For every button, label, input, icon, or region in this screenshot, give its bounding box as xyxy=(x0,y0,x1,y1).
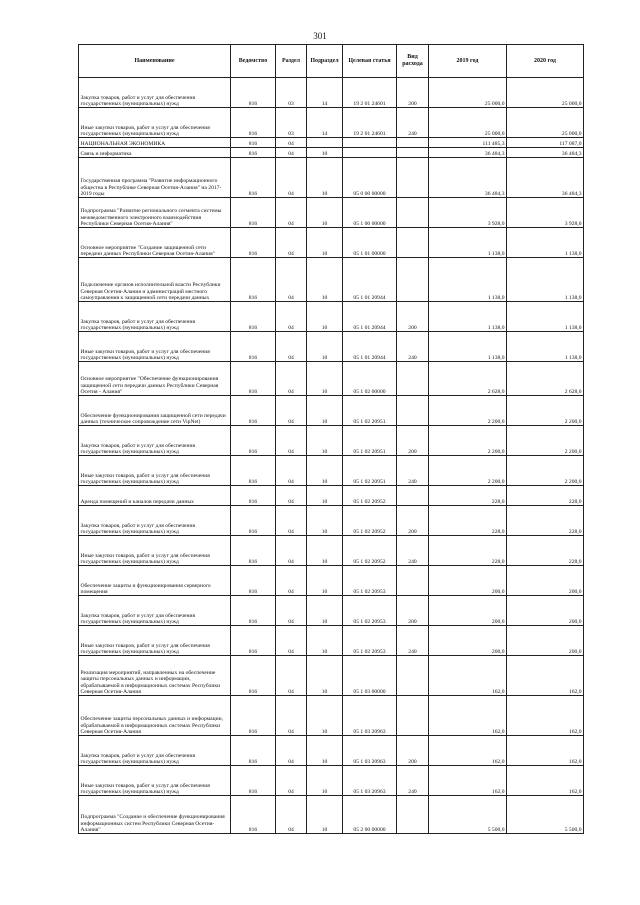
cell-2019: 162,0 xyxy=(429,766,507,796)
cell-2020: 162,0 xyxy=(507,696,584,736)
table-row xyxy=(79,456,584,486)
table-row xyxy=(79,138,584,148)
cell-subsection: 10 xyxy=(307,536,343,566)
cell-name: Закупка товаров, работ и услуг для обеспечения государственных (муниципальных) нужд xyxy=(79,596,231,626)
table-row xyxy=(79,258,584,302)
cell-expense-type: 200 xyxy=(397,596,429,626)
cell-2020: 1 138,0 xyxy=(507,332,584,362)
cell-name: Закупка товаров, работ и услуг для обеспечения государственных (муниципальных) нужд xyxy=(79,302,231,332)
cell-expense-type: 240 xyxy=(397,626,429,656)
table-row xyxy=(79,426,584,456)
cell-name: Иные закупки товаров, работ и услуг для обеспечения государственных (муниципальных) нужд xyxy=(79,766,231,796)
cell-section: 03 xyxy=(276,78,307,108)
cell-target-article: 19 2 01 24601 xyxy=(343,108,397,138)
cell-expense-type xyxy=(397,486,429,506)
cell-subsection: 10 xyxy=(307,198,343,228)
cell-ministry: 816 xyxy=(231,108,276,138)
cell-ministry: 816 xyxy=(231,362,276,396)
cell-expense-type: 240 xyxy=(397,456,429,486)
table-row xyxy=(79,228,584,258)
table-row xyxy=(79,656,584,696)
cell-2019: 228,0 xyxy=(429,506,507,536)
table-row xyxy=(79,396,584,426)
cell-expense-type: 200 xyxy=(397,78,429,108)
cell-section: 04 xyxy=(276,362,307,396)
table-row xyxy=(79,332,584,362)
cell-2019: 162,0 xyxy=(429,736,507,766)
cell-target-article: 05 1 02 00000 xyxy=(343,362,397,396)
cell-ministry: 816 xyxy=(231,426,276,456)
table-row xyxy=(79,566,584,596)
cell-2019: 5 500,0 xyxy=(429,796,507,834)
cell-expense-type xyxy=(397,396,429,426)
cell-target-article: 05 1 02 20951 xyxy=(343,456,397,486)
budget-table xyxy=(78,44,584,834)
cell-section: 04 xyxy=(276,258,307,302)
cell-2020: 200,0 xyxy=(507,566,584,596)
cell-target-article: 05 1 03 20963 xyxy=(343,736,397,766)
cell-section: 04 xyxy=(276,158,307,198)
header-year-2020: 2020 год xyxy=(507,45,584,78)
cell-name: Иные закупки товаров, работ и услуг для обеспечения государственных (муниципальных) нужд xyxy=(79,536,231,566)
cell-2019: 2 200,0 xyxy=(429,396,507,426)
cell-expense-type: 240 xyxy=(397,536,429,566)
cell-expense-type: 240 xyxy=(397,766,429,796)
cell-name: Государственная программа "Развитие информационного общества в Республике Северная Осетия-Алания" на 2017-2019 годы xyxy=(79,158,231,198)
cell-target-article xyxy=(343,148,397,158)
cell-2019: 2 200,0 xyxy=(429,456,507,486)
cell-name: Закупка товаров, работ и услуг для обеспечения государственных (муниципальных) нужд xyxy=(79,426,231,456)
cell-subsection: 10 xyxy=(307,766,343,796)
cell-2019: 1 138,0 xyxy=(429,258,507,302)
cell-subsection: 10 xyxy=(307,796,343,834)
cell-target-article: 05 1 03 20963 xyxy=(343,766,397,796)
cell-target-article: 05 1 01 20944 xyxy=(343,332,397,362)
cell-2020: 2 200,0 xyxy=(507,456,584,486)
cell-name: Подключение органов исполнительной власти Республики Северная Осетия-Алания и администраций местного самоуправления к защищенной сети передачи данных xyxy=(79,258,231,302)
cell-subsection: 10 xyxy=(307,626,343,656)
cell-ministry: 816 xyxy=(231,596,276,626)
table-row xyxy=(79,796,584,834)
cell-2020: 2 628,0 xyxy=(507,362,584,396)
cell-target-article xyxy=(343,138,397,148)
cell-expense-type xyxy=(397,656,429,696)
table-row xyxy=(79,78,584,108)
cell-section: 04 xyxy=(276,536,307,566)
cell-ministry: 816 xyxy=(231,766,276,796)
header-section: Раздел xyxy=(276,45,307,78)
table-row xyxy=(79,198,584,228)
cell-expense-type xyxy=(397,228,429,258)
table-row xyxy=(79,696,584,736)
cell-subsection: 10 xyxy=(307,158,343,198)
cell-expense-type: 200 xyxy=(397,302,429,332)
cell-ministry: 816 xyxy=(231,228,276,258)
table-row xyxy=(79,506,584,536)
cell-section: 04 xyxy=(276,198,307,228)
cell-expense-type: 200 xyxy=(397,426,429,456)
cell-2019: 2 628,0 xyxy=(429,362,507,396)
cell-subsection: 10 xyxy=(307,426,343,456)
cell-subsection: 10 xyxy=(307,656,343,696)
cell-expense-type xyxy=(397,138,429,148)
cell-name: Обеспечение защиты персональных данных и информации, обрабатываемой в информационных системах Республики Северная Осетия-Алания xyxy=(79,696,231,736)
cell-target-article: 05 1 02 20952 xyxy=(343,486,397,506)
cell-2020: 5 500,0 xyxy=(507,796,584,834)
table-row xyxy=(79,626,584,656)
cell-ministry: 816 xyxy=(231,656,276,696)
cell-ministry: 816 xyxy=(231,78,276,108)
cell-subsection: 10 xyxy=(307,566,343,596)
cell-expense-type xyxy=(397,148,429,158)
cell-subsection: 10 xyxy=(307,148,343,158)
cell-name: Подпрограмма "Создание и обеспечение функционирования информационных систем Республики Северная Осетия-Алания" xyxy=(79,796,231,834)
cell-target-article: 05 1 03 20963 xyxy=(343,696,397,736)
cell-name: Обеспечение защиты и функционирования серверного помещения xyxy=(79,566,231,596)
cell-target-article: 05 1 02 20951 xyxy=(343,396,397,426)
cell-name: Основное мероприятие "Создание защищенной сети передачи данных Республики Северная Осетия-Алания" xyxy=(79,228,231,258)
cell-2019: 200,0 xyxy=(429,566,507,596)
cell-section: 04 xyxy=(276,506,307,536)
cell-2020: 1 138,0 xyxy=(507,228,584,258)
cell-name: Иные закупки товаров, работ и услуг для обеспечения государственных (муниципальных) нужд xyxy=(79,332,231,362)
cell-subsection: 10 xyxy=(307,258,343,302)
cell-2020: 200,0 xyxy=(507,596,584,626)
cell-2019: 162,0 xyxy=(429,656,507,696)
cell-section: 04 xyxy=(276,736,307,766)
cell-ministry: 816 xyxy=(231,796,276,834)
cell-2019: 3 928,0 xyxy=(429,198,507,228)
cell-2020: 228,0 xyxy=(507,506,584,536)
cell-section: 04 xyxy=(276,332,307,362)
cell-2020: 200,0 xyxy=(507,626,584,656)
table-row xyxy=(79,736,584,766)
cell-2019: 162,0 xyxy=(429,696,507,736)
cell-name: Связь и информатика xyxy=(79,148,231,158)
cell-subsection: 10 xyxy=(307,486,343,506)
cell-2019: 1 138,0 xyxy=(429,228,507,258)
cell-section: 04 xyxy=(276,456,307,486)
table-header-row xyxy=(79,45,584,78)
cell-ministry: 816 xyxy=(231,148,276,158)
cell-expense-type xyxy=(397,198,429,228)
cell-name: Иные закупки товаров, работ и услуг для обеспечения государственных (муниципальных) нужд xyxy=(79,108,231,138)
cell-name: Иные закупки товаров, работ и услуг для обеспечения государственных (муниципальных) нужд xyxy=(79,626,231,656)
cell-subsection: 10 xyxy=(307,736,343,766)
cell-ministry: 816 xyxy=(231,626,276,656)
cell-section: 04 xyxy=(276,566,307,596)
cell-2019: 200,0 xyxy=(429,596,507,626)
cell-subsection: 10 xyxy=(307,506,343,536)
cell-ministry: 816 xyxy=(231,138,276,148)
cell-2020: 36 484,3 xyxy=(507,148,584,158)
cell-expense-type xyxy=(397,362,429,396)
cell-2020: 162,0 xyxy=(507,656,584,696)
cell-name: Обеспечение функционирования защищенной сети передачи данных (техническое сопровождение сети VipNet) xyxy=(79,396,231,426)
cell-2020: 1 138,0 xyxy=(507,302,584,332)
cell-2019: 1 138,0 xyxy=(429,302,507,332)
table-row xyxy=(79,362,584,396)
cell-2019: 228,0 xyxy=(429,536,507,566)
cell-target-article: 05 1 02 20953 xyxy=(343,596,397,626)
cell-ministry: 816 xyxy=(231,396,276,426)
cell-ministry: 816 xyxy=(231,332,276,362)
cell-section: 04 xyxy=(276,302,307,332)
cell-2020: 1 138,0 xyxy=(507,258,584,302)
table-body xyxy=(79,78,584,834)
cell-2019: 36 484,3 xyxy=(429,158,507,198)
cell-section: 04 xyxy=(276,138,307,148)
table-row xyxy=(79,148,584,158)
cell-2020: 3 928,0 xyxy=(507,198,584,228)
cell-expense-type: 240 xyxy=(397,332,429,362)
header-ministry: Ведомство xyxy=(231,45,276,78)
cell-name: Закупка товаров, работ и услуг для обеспечения государственных (муниципальных) нужд xyxy=(79,506,231,536)
table-row xyxy=(79,766,584,796)
cell-name: НАЦИОНАЛЬНАЯ ЭКОНОМИКА xyxy=(79,138,231,148)
cell-2019: 2 200,0 xyxy=(429,426,507,456)
cell-target-article: 19 2 01 24601 xyxy=(343,78,397,108)
cell-name: Закупка товаров, работ и услуг для обеспечения государственных (муниципальных) нужд xyxy=(79,78,231,108)
cell-2019: 25 000,0 xyxy=(429,108,507,138)
table-row xyxy=(79,536,584,566)
cell-subsection: 10 xyxy=(307,362,343,396)
cell-target-article: 05 1 02 20951 xyxy=(343,426,397,456)
cell-ministry: 816 xyxy=(231,696,276,736)
cell-name: Реализация мероприятий, направленных на обеспечение защиты персональных данных и информации, обрабатываемой в информационных системах Республики Северная Осетия-Алания xyxy=(79,656,231,696)
cell-2020: 36 484,3 xyxy=(507,158,584,198)
table-row xyxy=(79,158,584,198)
cell-name: Подпрограмма "Развитие регионального сегмента системы межведомственного электронного взаимодействия Республики Северная Осетия-Алания" xyxy=(79,198,231,228)
cell-ministry: 816 xyxy=(231,566,276,596)
header-expense-type: Вид расхода xyxy=(397,45,429,78)
cell-expense-type: 200 xyxy=(397,506,429,536)
cell-section: 04 xyxy=(276,656,307,696)
cell-target-article: 05 1 02 20953 xyxy=(343,566,397,596)
cell-expense-type xyxy=(397,258,429,302)
cell-section: 04 xyxy=(276,626,307,656)
cell-section: 04 xyxy=(276,766,307,796)
cell-target-article: 05 1 02 20952 xyxy=(343,506,397,536)
table-row xyxy=(79,596,584,626)
cell-2020: 228,0 xyxy=(507,536,584,566)
cell-target-article: 05 0 00 00000 xyxy=(343,158,397,198)
cell-name: Основное мероприятие "Обеспечение функционирования защищенной сети передачи данных Республики Северная Осетия - Алания" xyxy=(79,362,231,396)
cell-section: 04 xyxy=(276,426,307,456)
cell-target-article: 05 2 00 00000 xyxy=(343,796,397,834)
cell-2019: 111 485,3 xyxy=(429,138,507,148)
cell-ministry: 816 xyxy=(231,258,276,302)
cell-target-article: 05 1 02 20952 xyxy=(343,536,397,566)
cell-ministry: 816 xyxy=(231,302,276,332)
cell-subsection: 10 xyxy=(307,696,343,736)
cell-expense-type xyxy=(397,158,429,198)
cell-subsection: 14 xyxy=(307,108,343,138)
cell-2020: 25 000,0 xyxy=(507,108,584,138)
cell-subsection: 10 xyxy=(307,596,343,626)
cell-2020: 228,0 xyxy=(507,486,584,506)
cell-2019: 228,0 xyxy=(429,486,507,506)
cell-name: Закупка товаров, работ и услуг для обеспечения государственных (муниципальных) нужд xyxy=(79,736,231,766)
table-row xyxy=(79,302,584,332)
cell-expense-type xyxy=(397,566,429,596)
cell-2020: 2 200,0 xyxy=(507,396,584,426)
cell-ministry: 816 xyxy=(231,486,276,506)
cell-2020: 25 000,0 xyxy=(507,78,584,108)
cell-target-article: 05 1 03 00000 xyxy=(343,656,397,696)
cell-section: 04 xyxy=(276,596,307,626)
cell-ministry: 816 xyxy=(231,456,276,486)
cell-2020: 162,0 xyxy=(507,736,584,766)
cell-2020: 2 200,0 xyxy=(507,426,584,456)
header-name: Наименование xyxy=(79,45,231,78)
cell-section: 04 xyxy=(276,796,307,834)
cell-2019: 36 484,3 xyxy=(429,148,507,158)
cell-name: Аренда помещений и каналов передачи данных xyxy=(79,486,231,506)
header-year-2019: 2019 год xyxy=(429,45,507,78)
cell-section: 04 xyxy=(276,148,307,158)
cell-section: 04 xyxy=(276,486,307,506)
cell-2020: 117 087,0 xyxy=(507,138,584,148)
cell-name: Иные закупки товаров, работ и услуг для обеспечения государственных (муниципальных) нужд xyxy=(79,456,231,486)
cell-2019: 1 138,0 xyxy=(429,332,507,362)
cell-2019: 200,0 xyxy=(429,626,507,656)
cell-section: 04 xyxy=(276,396,307,426)
cell-subsection xyxy=(307,138,343,148)
cell-section: 04 xyxy=(276,696,307,736)
cell-section: 03 xyxy=(276,108,307,138)
table-row xyxy=(79,486,584,506)
cell-ministry: 816 xyxy=(231,536,276,566)
cell-ministry: 816 xyxy=(231,158,276,198)
cell-subsection: 10 xyxy=(307,396,343,426)
cell-section: 04 xyxy=(276,228,307,258)
cell-subsection: 10 xyxy=(307,228,343,258)
header-subsection: Подраздел xyxy=(307,45,343,78)
cell-expense-type: 200 xyxy=(397,736,429,766)
cell-ministry: 816 xyxy=(231,198,276,228)
cell-expense-type xyxy=(397,696,429,736)
cell-target-article: 05 1 00 00000 xyxy=(343,198,397,228)
cell-ministry: 816 xyxy=(231,506,276,536)
cell-target-article: 05 1 01 20944 xyxy=(343,258,397,302)
page-number: 301 xyxy=(313,31,327,41)
cell-target-article: 05 1 01 00000 xyxy=(343,228,397,258)
cell-subsection: 10 xyxy=(307,302,343,332)
cell-ministry: 816 xyxy=(231,736,276,766)
cell-target-article: 05 1 01 20944 xyxy=(343,302,397,332)
cell-subsection: 14 xyxy=(307,78,343,108)
cell-2020: 162,0 xyxy=(507,766,584,796)
cell-subsection: 10 xyxy=(307,456,343,486)
table-row xyxy=(79,108,584,138)
cell-expense-type xyxy=(397,796,429,834)
cell-2019: 25 000,0 xyxy=(429,78,507,108)
cell-target-article: 05 1 02 20953 xyxy=(343,626,397,656)
cell-expense-type: 240 xyxy=(397,108,429,138)
header-target-article: Целевая статья xyxy=(343,45,397,78)
cell-subsection: 10 xyxy=(307,332,343,362)
